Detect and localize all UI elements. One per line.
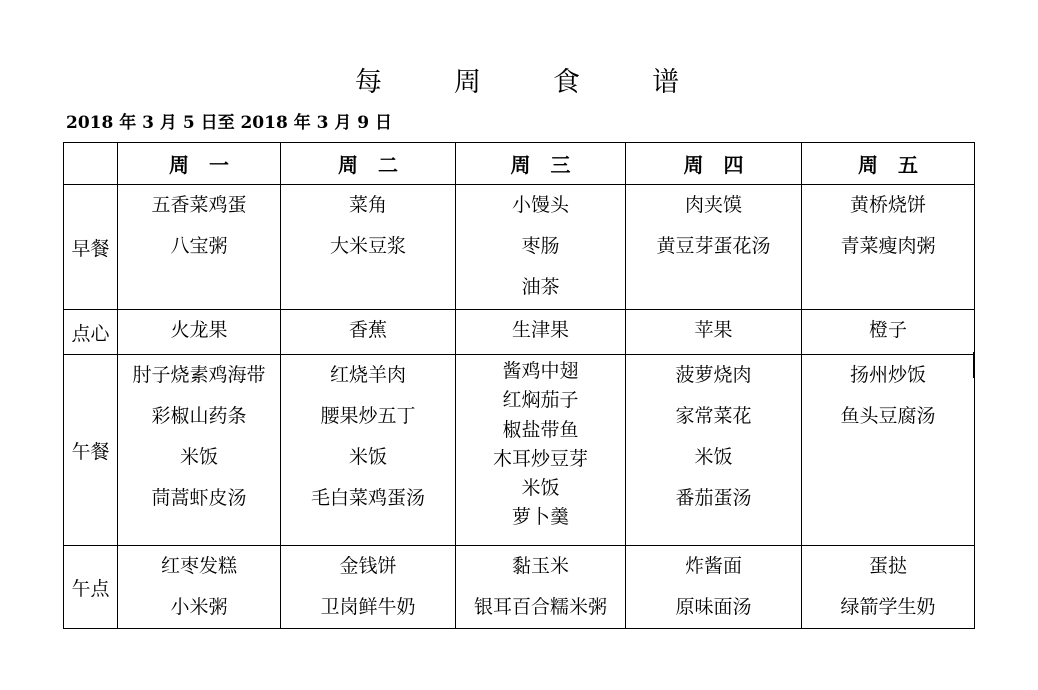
dish: 腰果炒五丁 <box>320 405 416 427</box>
title-char: 每 <box>354 67 386 98</box>
dish: 银耳百合糯米粥 <box>473 596 607 618</box>
meal-row-lunch <box>64 355 975 546</box>
dish: 菜角 <box>348 194 387 216</box>
dish: 蛋挞 <box>868 555 907 577</box>
day-header: 周 五 <box>802 143 975 185</box>
dish: 小米粥 <box>170 596 228 618</box>
dish: 红焖茄子 <box>502 389 579 412</box>
dish: 茼蒿虾皮汤 <box>151 487 247 509</box>
day-header: 周 三 <box>456 143 626 185</box>
dish: 小馒头 <box>511 194 569 216</box>
menu-cell <box>456 310 626 355</box>
dish: 黄豆芽蛋花汤 <box>656 235 771 257</box>
menu-cell <box>802 546 975 629</box>
header-row <box>64 143 975 185</box>
menu-cell <box>456 355 626 546</box>
dish: 黏玉米 <box>511 555 569 577</box>
menu-cell <box>281 185 456 310</box>
dish: 木耳炒豆芽 <box>492 447 588 470</box>
corner-cell <box>64 143 118 185</box>
title-char: 谱 <box>652 67 684 98</box>
menu-table <box>63 142 975 629</box>
dish: 家常菜花 <box>675 405 752 427</box>
dish: 香蕉 <box>348 319 387 341</box>
menu-cell <box>456 546 626 629</box>
day-header: 周 一 <box>118 143 281 185</box>
dish: 五香菜鸡蛋 <box>151 194 247 216</box>
dish: 米饭 <box>694 446 733 468</box>
dish: 卫岗鲜牛奶 <box>320 596 416 618</box>
menu-cell <box>118 310 281 355</box>
menu-cell <box>626 185 802 310</box>
dish: 火龙果 <box>170 319 228 341</box>
dish: 青菜瘦肉粥 <box>840 235 936 257</box>
dish: 肘子烧素鸡海带 <box>132 364 266 386</box>
menu-cell <box>118 355 281 546</box>
dish: 八宝粥 <box>170 235 228 257</box>
dish: 黄桥烧饼 <box>849 194 926 216</box>
title-char: 周 <box>453 67 485 98</box>
menu-cell <box>281 355 456 546</box>
meal-label: 早餐 <box>64 185 118 310</box>
dish: 米饭 <box>179 446 218 468</box>
menu-cell <box>281 310 456 355</box>
page-title <box>0 60 1038 99</box>
meal-label: 点心 <box>64 310 118 355</box>
dish: 红烧羊肉 <box>329 364 406 386</box>
title-char: 食 <box>553 67 585 98</box>
day-header: 周 二 <box>281 143 456 185</box>
menu-cell <box>626 355 802 546</box>
dish: 彩椒山药条 <box>151 405 247 427</box>
cursor-mark <box>973 352 975 378</box>
dish: 橙子 <box>868 319 907 341</box>
menu-cell <box>802 355 975 546</box>
dish: 椒盐带鱼 <box>502 418 579 441</box>
dish: 原味面汤 <box>675 596 752 618</box>
meal-label: 午餐 <box>64 355 118 546</box>
dish: 菠萝烧肉 <box>675 364 752 386</box>
meal-row-afternoon <box>64 546 975 629</box>
dish: 绿箭学生奶 <box>840 596 936 618</box>
menu-cell <box>626 546 802 629</box>
dish: 肉夹馍 <box>684 194 742 216</box>
meal-row-breakfast <box>64 185 975 310</box>
dish: 米饭 <box>521 477 560 500</box>
dish: 油茶 <box>521 276 560 298</box>
dish: 毛白菜鸡蛋汤 <box>310 487 425 509</box>
dish: 大米豆浆 <box>329 235 406 257</box>
menu-cell <box>802 310 975 355</box>
menu-cell <box>626 310 802 355</box>
dish: 扬州炒饭 <box>849 364 926 386</box>
dish: 酱鸡中翅 <box>502 360 579 382</box>
dish: 番茄蛋汤 <box>675 487 752 509</box>
dish: 红枣发糕 <box>160 555 237 577</box>
menu-cell <box>118 185 281 310</box>
dish: 米饭 <box>348 446 387 468</box>
menu-cell <box>281 546 456 629</box>
dish: 鱼头豆腐汤 <box>840 405 936 427</box>
meal-row-snack <box>64 310 975 355</box>
menu-cell <box>118 546 281 629</box>
dish: 金钱饼 <box>339 555 397 577</box>
day-header: 周 四 <box>626 143 802 185</box>
dish: 生津果 <box>511 319 569 341</box>
dish: 苹果 <box>694 319 733 341</box>
meal-label: 午点 <box>64 546 118 629</box>
dish: 枣肠 <box>521 235 560 257</box>
dish: 炸酱面 <box>684 555 742 577</box>
date-range: 2018 年 3 月 5 日至 2018 年 3 月 9 日 <box>66 113 393 133</box>
dish: 萝卜羹 <box>511 506 569 529</box>
menu-cell <box>802 185 975 310</box>
menu-cell <box>456 185 626 310</box>
